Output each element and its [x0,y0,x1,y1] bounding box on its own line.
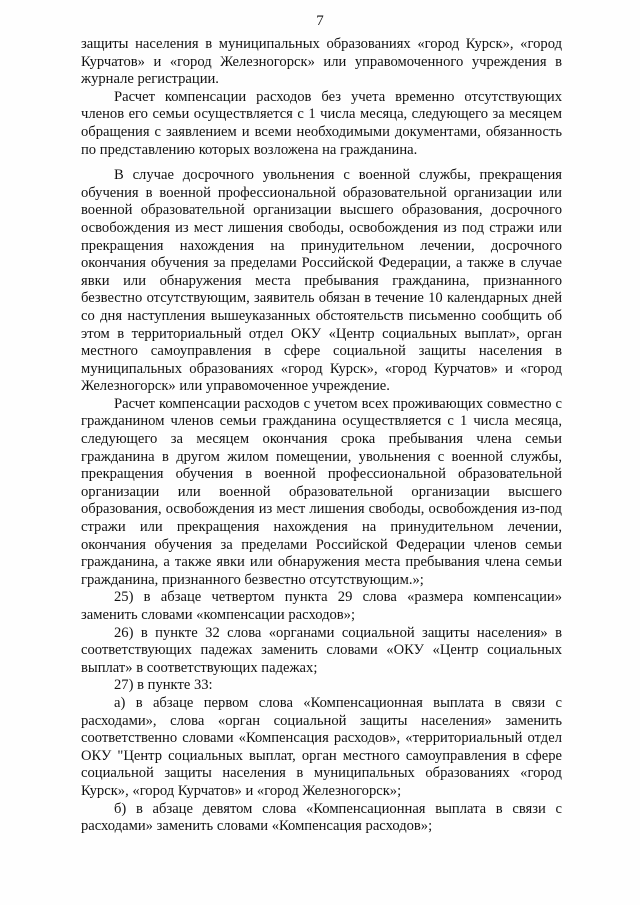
document-body [81,36,562,836]
paragraph-item-27a: а) в абзаце первом слова «Компенсационная выплата в связи с расходами», слова «орган социальной защиты населения» заменить соответственно словами «Компенсация расходов», «территориальный отдел ОКУ "Центр социальных выплат, орган местного самоуправления в сфере социальной защиты населения в муниципальных образованиях «город Курск», «город Курчатов» и «город Железногорск»; [81,694,562,799]
paragraph-item-25: 25) в абзаце четвертом пункта 29 слова «размера компенсации» заменить словами «компенсации расходов»; [81,589,562,623]
paragraph-compensation-calculation: Расчет компенсации расходов без учета временно отсутствующих членов его семьи осуществляется с 1 числа месяца, следующего за месяцем обращения с заявлением и всеми необходимыми документами, обязанность по представлению которых возложена на гражданина. [81,88,562,158]
page-number: 7 [316,13,324,29]
paragraph-continuation: защиты населения в муниципальных образованиях «город Курск», «город Курчатов» и «город Железногорск» или управомоченного учреждения в журнале регистрации. [81,36,562,88]
paragraph-item-27b: б) в абзаце девятом слова «Компенсационная выплата в связи с расходами» заменить словами «Компенсация расходов»; [81,800,562,835]
paragraph-item-26: 26) в пункте 32 слова «органами социальной защиты населения» в соответствующих падежах заменить словами «ОКУ «Центр социальных выплат» в соответствующих падежах; [81,624,562,676]
paragraph-item-27: 27) в пункте 33: [114,677,213,694]
paragraph-early-dismissal: В случае досрочного увольнения с военной службы, прекращения обучения в военной профессиональной образовательной организации или военной образовательной организации высшего образования, досрочного освобождения из мест лишения свободы, освобождения из под стражи или прекращения нахождения на принудительном лечении, досрочного окончания обучения за пределами Российской Федерации, а также в случае явки или обнаружения места пребывания гражданина, признанного безвестно отсутствующим, заявитель обязан в течение 10 календарных дней со дня наступления вышеуказанных обстоятельств письменно сообщить об этом в территориальный отдел ОКУ «Центр социальных выплат», орган местного самоуправления в сфере социальной защиты населения в муниципальных образованиях «город Курск», «город Курчатов» и «город Железногорск» или управомоченное учреждение. [81,167,562,395]
paragraph-compensation-with-family: Расчет компенсации расходов с учетом всех проживающих совместно с гражданином членов семьи гражданина осуществляется с 1 числа месяца, следующего за месяцем окончания срока пребывания члена семьи гражданина в другом жилом помещении, увольнения с военной службы, прекращения обучения в военной профессиональной образовательной организации или военной образовательной организации высшего образования, освобождения из мест лишения свободы, освобождения из-под стражи или прекращения нахождения на принудительном лечении, окончания обучения за пределами Российской Федерации членов семьи гражданина, а также явки или обнаружения места пребывания члена семьи гражданина, признанного безвестно отсутствующим.»; [81,395,562,588]
